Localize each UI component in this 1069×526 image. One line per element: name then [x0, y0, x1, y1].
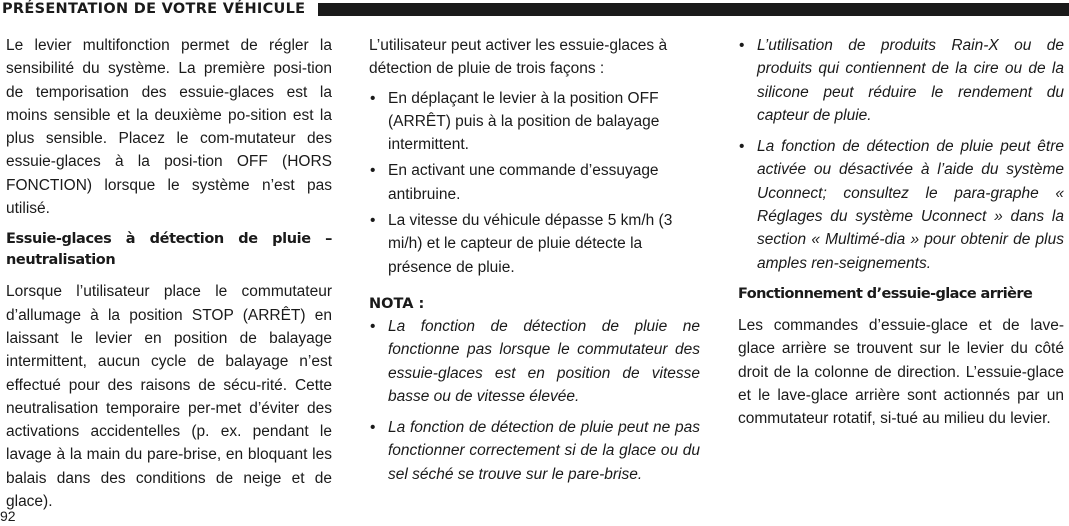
- bullet-icon: •: [370, 317, 376, 335]
- page-header: [0, 0, 1069, 20]
- heading-rear-wiper: Fonctionnement d’essuie-glace arrière: [738, 285, 1033, 302]
- list-item: • La vitesse du véhicule dépasse 5 km/h (3 mi/h) et le capteur de pluie détecte la présence de pluie.: [369, 209, 700, 279]
- column-middle: [369, 34, 700, 494]
- section-title: PRÉSENTATION DE VOTRE VÉHICULE: [2, 1, 306, 17]
- column-left: [6, 34, 332, 513]
- bullet-icon: •: [370, 419, 376, 437]
- header-rule: [318, 3, 1069, 16]
- paragraph-rear-wiper: Les commandes d’essuie-glace et de lave-glace arrière se trouvent sur le levier du côté droit de la colonne de direction. L’essuie-glace et le lave-glace arrière sont actionnés par un commutateur rotatif, si-tué au milieu du levier.: [738, 316, 1064, 428]
- list-item: • La fonction de détection de pluie peut être activée ou désactivée à l’aide du système Uconnect; consultez le para-graphe « Réglages du système Uconnect » dans la section « Multimé-dia » pour obtenir de plus amples ren-seignements.: [738, 135, 1064, 275]
- paragraph-sensitivity: Le levier multifonction permet de régler la sensibilité du système. La première posi-tion de temporisation des essuie-glaces est la moins sensible et la deuxième po-sition est la plus sensible. Placez le com-mutateur des essuie-glaces à la posi-tion OFF (HORS FONCTION) lorsque le système n’est pas utilisé.: [6, 37, 332, 218]
- bullet-icon: •: [370, 89, 376, 107]
- column-right: [738, 34, 1064, 430]
- list-item: • L’utilisation de produits Rain-X ou de produits qui contiennent de la cire ou de la silicone peut réduire le rendement du capteur de pluie.: [738, 34, 1064, 127]
- bullet-icon: •: [370, 162, 376, 180]
- bullet-icon: •: [370, 212, 376, 230]
- paragraph-activation-intro: L’utilisateur peut activer les essuie-glaces à détection de pluie de trois façons :: [369, 37, 668, 78]
- nota-list: [369, 315, 700, 486]
- bullet-icon: •: [739, 138, 745, 156]
- nota-list-continued: [738, 34, 1064, 275]
- nota-label: NOTA :: [369, 295, 425, 312]
- paragraph-neutralisation: Lorsque l’utilisateur place le commutateur d’allumage à la position STOP (ARRÊT) en laissant le levier en position de balayage intermittent, aucun cycle de balayage n’est effectué pour des raisons de sécu-rité. Cette neutralisation temporaire per-met d’éviter des activations accidentelles (p. ex. pendant le lavage à la main du pare-brise, en bloquant les balais dans des conditions de neige et de glace).: [6, 283, 332, 511]
- list-item: • La fonction de détection de pluie peut ne pas fonctionner correctement si de la glace ou du sel séché se trouve sur le pare-brise.: [369, 416, 700, 486]
- list-item: • En déplaçant le levier à la position OFF (ARRÊT) puis à la position de balayage intermittent.: [369, 87, 700, 157]
- list-item: • La fonction de détection de pluie ne fonctionne pas lorsque le commutateur des essuie-glaces est en position de vitesse basse ou de vitesse élevée.: [369, 315, 700, 408]
- page-number: 92: [0, 508, 16, 524]
- bullet-icon: •: [739, 37, 745, 54]
- list-item: • En activant une commande d’essuyage antibruine.: [369, 159, 700, 206]
- heading-neutralisation: Essuie-glaces à détection de pluie – neutralisation: [6, 231, 332, 269]
- activation-list: [369, 87, 700, 279]
